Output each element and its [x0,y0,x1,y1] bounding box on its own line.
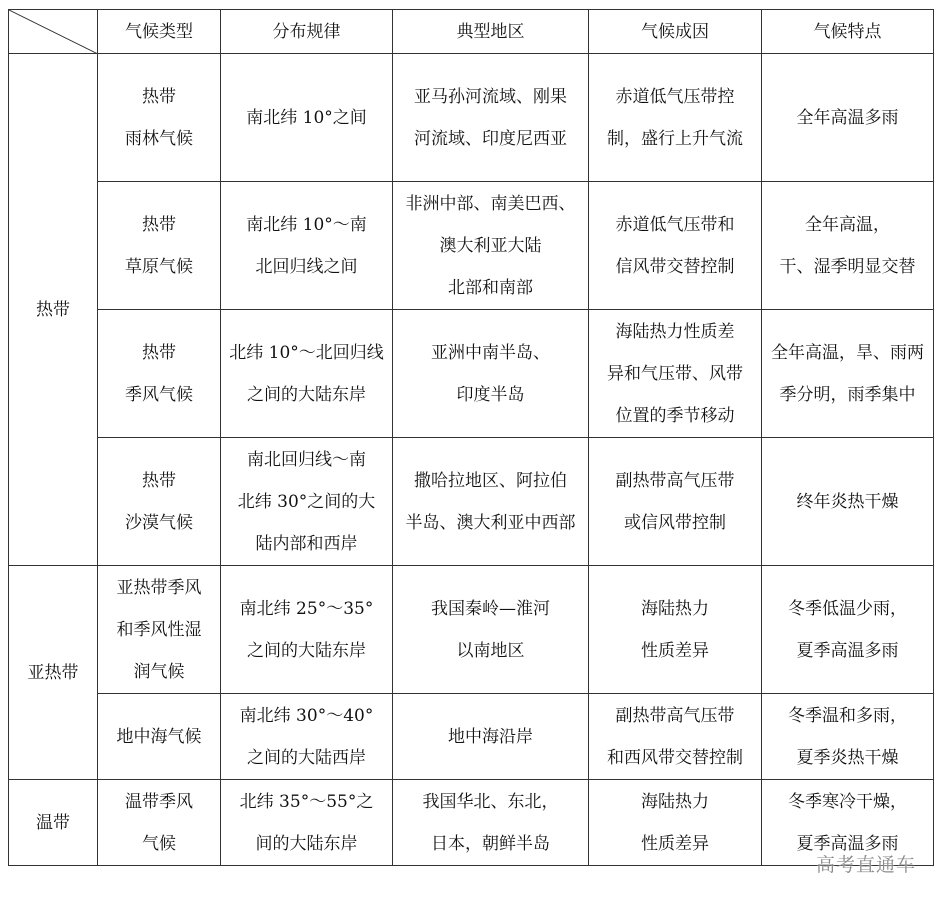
climate-type-cell [98,182,221,310]
distribution-cell [221,310,393,438]
cell-line: 信风带交替控制 [615,256,735,277]
cell-line: 温带季风 [125,791,193,812]
distribution-cell [221,438,393,566]
cell-line: 雨林气候 [125,128,193,149]
cell-line: 半岛、澳大利亚中西部 [405,512,576,533]
features-cell [762,694,934,780]
cell-line: 间的大陆东岸 [255,833,358,854]
cell-line: 南北纬 25°～35° [239,598,374,619]
cause-cell [589,310,762,438]
header-features: 气候特点 [762,10,934,54]
cell-line: 北纬 35°～55°之 [239,791,374,812]
cell-line: 和西风带交替控制 [607,747,743,768]
cell-line: 南北纬 10°之间 [246,107,367,128]
cause-cell [589,438,762,566]
cell-line: 冬季低温少雨， [788,598,907,619]
cell-line: 沙漠气候 [125,512,193,533]
table-body [9,54,934,866]
cell-line: 赤道低气压带控 [615,86,735,107]
climate-type-cell [98,694,221,780]
cell-line: 或信风带控制 [624,512,726,533]
regions-cell [393,182,589,310]
cell-line: 亚洲中南半岛、 [431,342,550,363]
table-row [9,182,934,310]
cause-cell [589,182,762,310]
features-cell [762,182,934,310]
zone-cell: 亚热带 [9,566,98,780]
distribution-cell [221,54,393,182]
table-row [9,54,934,182]
cell-line: 全年高温，旱、雨两 [771,342,924,363]
cell-line: 赤道低气压带和 [615,214,735,235]
cell-line: 冬季温和多雨， [788,705,907,726]
zone-cell: 温带 [9,780,98,866]
cell-line: 南北纬 10°～南 [246,214,367,235]
cell-line: 全年高温， [805,214,890,235]
header-cause: 气候成因 [589,10,762,54]
cell-line: 南北纬 30°～40° [239,705,374,726]
cell-line: 热带 [142,342,176,363]
distribution-cell [221,182,393,310]
distribution-cell [221,566,393,694]
cell-line: 地中海沿岸 [448,726,533,747]
regions-cell [393,438,589,566]
cell-line: 性质差异 [641,640,709,661]
cell-line: 热带 [142,86,176,107]
cell-line: 夏季炎热干燥 [796,747,899,768]
features-cell [762,310,934,438]
climate-table [8,9,934,866]
cell-line: 夏季高温多雨 [796,833,899,854]
table-row [9,780,934,866]
watermark: 高考直通车 [815,854,916,876]
cell-line: 海陆热力 [641,598,709,619]
cell-line: 之间的大陆西岸 [247,747,366,768]
diagonal-divider [9,10,98,54]
cell-line: 热带 [142,470,176,491]
cell-line: 印度半岛 [456,384,525,405]
distribution-cell [221,694,393,780]
cell-line: 季分明，雨季集中 [779,384,916,405]
features-cell [762,566,934,694]
cell-line: 副热带高气压带 [615,470,735,491]
cell-line: 副热带高气压带 [615,705,735,726]
cell-line: 海陆热力 [641,791,709,812]
cell-line: 性质差异 [641,833,709,854]
cell-line: 南北回归线～南 [247,449,366,470]
cell-line: 季风气候 [125,384,193,405]
header-distribution: 分布规律 [221,10,393,54]
cell-line: 热带 [142,214,176,235]
cell-line: 日本，朝鲜半岛 [431,833,550,854]
climate-type-cell [98,438,221,566]
cell-line: 河流域、印度尼西亚 [414,128,567,149]
cell-line: 北纬 10°～北回归线 [229,342,384,363]
regions-cell [393,310,589,438]
table-row [9,438,934,566]
regions-cell [393,780,589,866]
cell-line: 北纬 30°之间的大 [237,491,376,512]
cell-line: 北回归线之间 [255,256,358,277]
header-row [9,10,934,54]
features-cell [762,438,934,566]
cell-line: 草原气候 [125,256,193,277]
corner-header-cell [9,10,98,54]
cell-line: 位置的季节移动 [615,405,735,426]
climate-type-cell [98,310,221,438]
cell-line: 之间的大陆东岸 [247,640,366,661]
table-row [9,310,934,438]
cell-line: 撒哈拉地区、阿拉伯 [414,470,567,491]
cell-line: 冬季寒冷干燥， [788,791,907,812]
header-type: 气候类型 [98,10,221,54]
cell-line: 非洲中部、南美巴西、 [405,193,576,214]
cell-line: 润气候 [133,661,185,682]
cell-line: 和季风性湿 [116,619,202,640]
regions-cell [393,694,589,780]
climate-type-cell [98,566,221,694]
cell-line: 异和气压带、风带 [607,363,743,384]
regions-cell [393,54,589,182]
cell-line: 终年炎热干燥 [796,491,899,512]
cell-line: 夏季高温多雨 [796,640,899,661]
features-cell [762,54,934,182]
cell-line: 澳大利亚大陆 [439,235,542,256]
distribution-cell [221,780,393,866]
cell-line: 我国秦岭—淮河 [431,598,550,619]
cell-line: 地中海气候 [116,726,202,747]
cell-line: 以南地区 [456,640,525,661]
header-regions: 典型地区 [393,10,589,54]
cell-line: 海陆热力性质差 [615,321,735,342]
cell-line: 我国华北、东北， [422,791,559,812]
cell-line: 之间的大陆东岸 [247,384,366,405]
cell-line: 气候 [142,833,176,854]
cause-cell [589,780,762,866]
cause-cell [589,694,762,780]
climate-type-cell [98,780,221,866]
cell-line: 全年高温多雨 [796,107,899,128]
cell-line: 亚热带季风 [116,577,202,598]
cell-line: 制，盛行上升气流 [607,128,743,149]
cause-cell [589,566,762,694]
zone-cell: 热带 [9,54,98,566]
table-row [9,694,934,780]
climate-type-cell [98,54,221,182]
cell-line: 北部和南部 [448,277,533,298]
cause-cell [589,54,762,182]
cell-line: 干、湿季明显交替 [779,256,916,277]
table-row [9,566,934,694]
regions-cell [393,566,589,694]
cell-line: 陆内部和西岸 [255,533,358,554]
cell-line: 亚马孙河流域、刚果 [414,86,567,107]
